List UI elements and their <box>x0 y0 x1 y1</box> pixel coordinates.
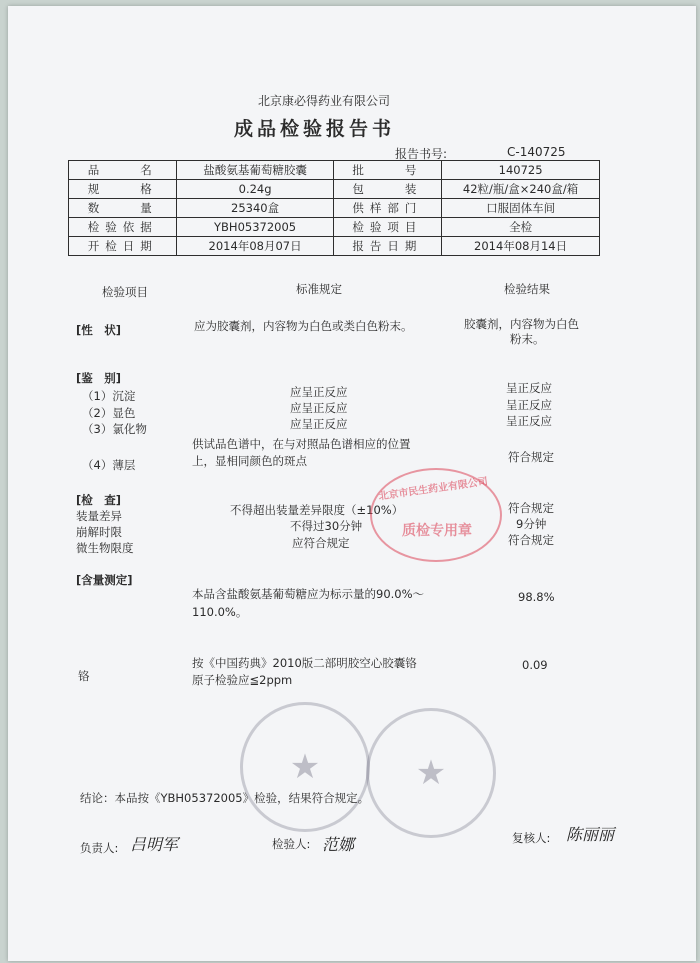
ge-item: 铬 <box>78 669 90 683</box>
info-table <box>68 160 600 256</box>
qty-value: 25340盒 <box>177 199 333 218</box>
stamp-top-text: 北京市民生药业有限公司 <box>378 476 489 503</box>
product-value: 盐酸氨基葡萄糖胶囊 <box>177 161 333 180</box>
hanliang-result: 98.8% <box>518 590 555 604</box>
bengjie-item: 崩解时限 <box>76 525 122 539</box>
hanliang-standard-1: 本品含盐酸氨基葡萄糖应为标示量的90.0%～ <box>192 587 425 601</box>
items-value: 全检 <box>442 218 600 237</box>
zhuangliang-standard: 不得超出装量差异限度（±10%） <box>230 503 404 517</box>
stamp-bottom-text: 质检专用章 <box>402 523 472 539</box>
bengjie-standard: 不得过30分钟 <box>290 519 363 533</box>
responsible-signature: 吕明军 <box>130 835 179 854</box>
zhuangliang-item: 装量差异 <box>76 509 122 523</box>
dept-value: 口服固体车间 <box>442 199 600 218</box>
report-no-label: 报告书号: <box>395 147 448 161</box>
spec-value: 0.24g <box>177 180 333 199</box>
ge-standard-1: 按《中国药典》2010版二部明胶空心胶囊铬 <box>192 656 417 670</box>
bocheng-item: （4）薄层 <box>82 458 136 472</box>
col-result: 检验结果 <box>504 282 550 296</box>
conclusion: 结论：本品按《YBH05372005》检验，结果符合规定。 <box>80 791 370 805</box>
report-date-label: 报告日期 <box>333 237 441 256</box>
weishengwu-standard: 应符合规定 <box>292 536 350 550</box>
ge-result: 0.09 <box>522 658 548 672</box>
xianse-result: 呈正反应 <box>506 398 552 412</box>
dept-label: 供样部门 <box>333 199 441 218</box>
chendian-result: 呈正反应 <box>506 381 552 395</box>
reviewer-label: 复核人: <box>512 831 551 845</box>
reviewer-signature: 陈丽丽 <box>566 825 615 844</box>
weishengwu-item: 微生物限度 <box>76 541 134 555</box>
basis-value: YBH05372005 <box>177 218 333 237</box>
lvhuawu-result: 呈正反应 <box>506 414 552 428</box>
xianse-standard: 应呈正反应 <box>290 401 348 415</box>
section-xingzhuang: [性 状] <box>76 323 122 337</box>
section-hanliang: [含量测定] <box>76 573 133 587</box>
report-paper <box>8 6 696 961</box>
spec-label: 规 格 <box>69 180 177 199</box>
basis-label: 检验依据 <box>69 218 177 237</box>
col-standard: 标准规定 <box>296 282 342 296</box>
report-date-value: 2014年08月14日 <box>442 237 600 256</box>
inspector-label: 检验人: <box>272 837 311 851</box>
doc-title: 成品检验报告书 <box>234 118 396 140</box>
product-label: 品 名 <box>69 161 177 180</box>
qty-label: 数 量 <box>69 199 177 218</box>
bocheng-standard-1: 供试品色谱中，在与对照品色谱相应的位置 <box>192 437 411 451</box>
items-label: 检验项目 <box>333 218 441 237</box>
section-jiancha: [检 查] <box>76 493 122 507</box>
start-date-label: 开检日期 <box>69 237 177 256</box>
chendian-standard: 应呈正反应 <box>290 385 348 399</box>
start-date-value: 2014年08月07日 <box>177 237 333 256</box>
hanliang-standard-2: 110.0%。 <box>192 605 248 619</box>
company-name: 北京康必得药业有限公司 <box>258 94 391 108</box>
pack-value: 42粒/瓶/盒×240盒/箱 <box>442 180 600 199</box>
lvhuawu-standard: 应呈正反应 <box>290 417 348 431</box>
star-icon: ★ <box>415 753 447 793</box>
star-icon: ★ <box>289 747 321 787</box>
batch-value: 140725 <box>442 161 600 180</box>
xingzhuang-standard: 应为胶囊剂，内容物为白色或类白色粉末。 <box>194 319 413 333</box>
bocheng-result: 符合规定 <box>508 450 554 464</box>
chendian-item: （1）沉淀 <box>82 389 136 403</box>
xingzhuang-result-2: 粉末。 <box>510 332 545 346</box>
report-no: C-140725 <box>507 145 566 159</box>
batch-label: 批 号 <box>333 161 441 180</box>
pack-label: 包 装 <box>333 180 441 199</box>
xingzhuang-result-1: 胶囊剂，内容物为白色 <box>464 317 579 331</box>
bocheng-standard-2: 上，显相同颜色的斑点 <box>192 454 307 468</box>
inspector-signature: 范娜 <box>322 835 355 854</box>
responsible-label: 负责人: <box>80 841 119 855</box>
weishengwu-result: 符合规定 <box>508 533 554 547</box>
bengjie-result: 9分钟 <box>516 517 547 531</box>
ge-standard-2: 原子检验应≦2ppm <box>192 673 293 687</box>
company-seal-left <box>240 702 370 832</box>
xianse-item: （2）显色 <box>82 406 136 420</box>
section-jianbie: [鉴 别] <box>76 371 122 385</box>
company-seal-right <box>366 708 496 838</box>
col-item: 检验项目 <box>102 285 148 299</box>
inspection-stamp <box>370 468 502 562</box>
lvhuawu-item: （3）氯化物 <box>82 422 147 436</box>
zhuangliang-result: 符合规定 <box>508 501 554 515</box>
